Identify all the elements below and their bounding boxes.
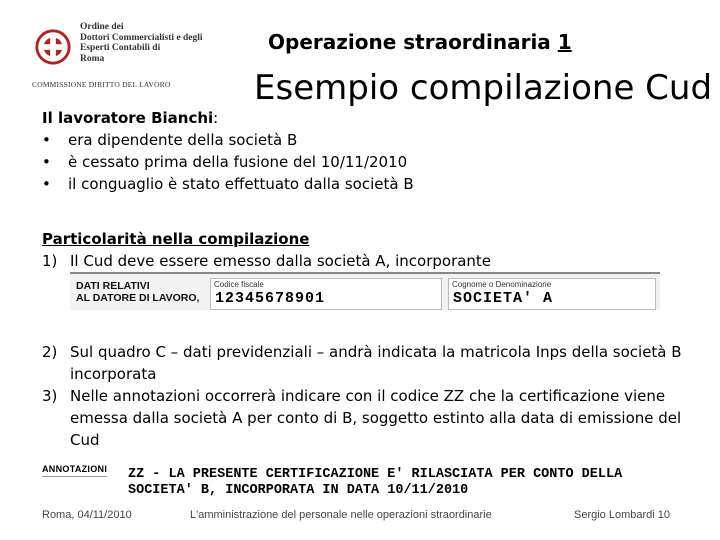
particolarita-section xyxy=(42,228,491,272)
bullet-item: • era dipendente della società B xyxy=(42,129,414,151)
cud-form-excerpt-employer xyxy=(70,272,660,310)
logo-line: Esperti Contabili di xyxy=(80,43,161,53)
item-text: Sul quadro C – dati previdenziali – andrà indicata la matricola Inps della società B incorporata xyxy=(70,343,682,383)
item-text: Nelle annotazioni occorrerà indicare con il codice ZZ che la certificazione viene emessa dalla società A per conto di B, soggetto estinto alla data di emissione del Cud xyxy=(70,387,682,449)
particolarita-heading: Particolarità nella compilazione xyxy=(42,230,310,248)
slide-supertitle xyxy=(268,30,572,54)
intro-label-text: Il lavoratore Bianchi xyxy=(42,109,214,127)
codice-fiscale-value: 12345678901 xyxy=(215,290,326,307)
logo-text xyxy=(80,22,203,64)
codice-fiscale-label: Codice fiscale xyxy=(214,280,264,289)
item-number: 3) xyxy=(42,387,58,405)
numbered-item xyxy=(42,341,682,385)
denominazione-label: Cognome o Denominazione xyxy=(452,280,552,289)
bullet-item: • è cessato prima della fusione del 10/11/2010 xyxy=(42,151,414,173)
logo-line: Dottori Commercialisti e degli xyxy=(80,32,203,43)
numbered-item xyxy=(42,385,682,451)
item-text: Il Cud deve essere emesso dalla società A, incorporante xyxy=(70,252,492,270)
form-section-label-line: DATI RELATIVI xyxy=(76,280,150,292)
slide-title: Esempio compilazione Cud xyxy=(254,68,713,108)
particolarita-list xyxy=(42,250,491,272)
intro-section xyxy=(42,107,414,195)
intro-bullets xyxy=(42,129,414,195)
page-number: 10 xyxy=(657,509,671,521)
annotazioni-line: ZZ - LA PRESENTE CERTIFICAZIONE E' RILASCIATA PER CONTO DELLA xyxy=(128,467,623,482)
item-number: 1) xyxy=(42,252,58,270)
intro-label xyxy=(42,107,414,129)
supertitle-number: 1 xyxy=(557,30,572,54)
ordine-emblem-icon xyxy=(34,28,72,66)
footer-title: L'amministrazione del personale nelle operazioni straordinarie xyxy=(190,509,492,521)
intro-colon: : xyxy=(213,109,219,127)
annotazioni-label: ANNOTAZIONI xyxy=(42,464,107,477)
denominazione-value: SOCIETA' A xyxy=(453,290,554,307)
form-section-label xyxy=(76,280,199,304)
annotazioni-text xyxy=(128,467,622,499)
logo-line: Ordine dei xyxy=(80,22,124,32)
annotazioni-line: SOCIETA' B, INCORPORATA IN DATA 10/11/2010 xyxy=(128,483,469,498)
bullet-item: • il conguaglio è stato effettuato dalla società B xyxy=(42,173,414,195)
numbered-item xyxy=(42,250,491,272)
supertitle-text: Operazione straordinaria xyxy=(268,30,551,54)
ordine-logo xyxy=(32,22,227,94)
denominazione-box xyxy=(448,278,656,310)
points-section xyxy=(42,341,682,451)
footer-author-name: Sergio Lombardi xyxy=(574,509,655,521)
logo-subtitle: COMMISSIONE DIRITTO DEL LAVORO xyxy=(32,80,171,89)
form-section-label-line: AL DATORE DI LAVORO, xyxy=(76,292,200,304)
item-number: 2) xyxy=(42,343,58,361)
cud-form-excerpt-annotazioni xyxy=(42,462,682,502)
points-list xyxy=(42,341,682,451)
codice-fiscale-box xyxy=(210,278,442,310)
footer-date: Roma, 04/11/2010 xyxy=(42,509,132,521)
logo-line: Roma xyxy=(80,53,105,64)
footer-author xyxy=(574,509,670,521)
